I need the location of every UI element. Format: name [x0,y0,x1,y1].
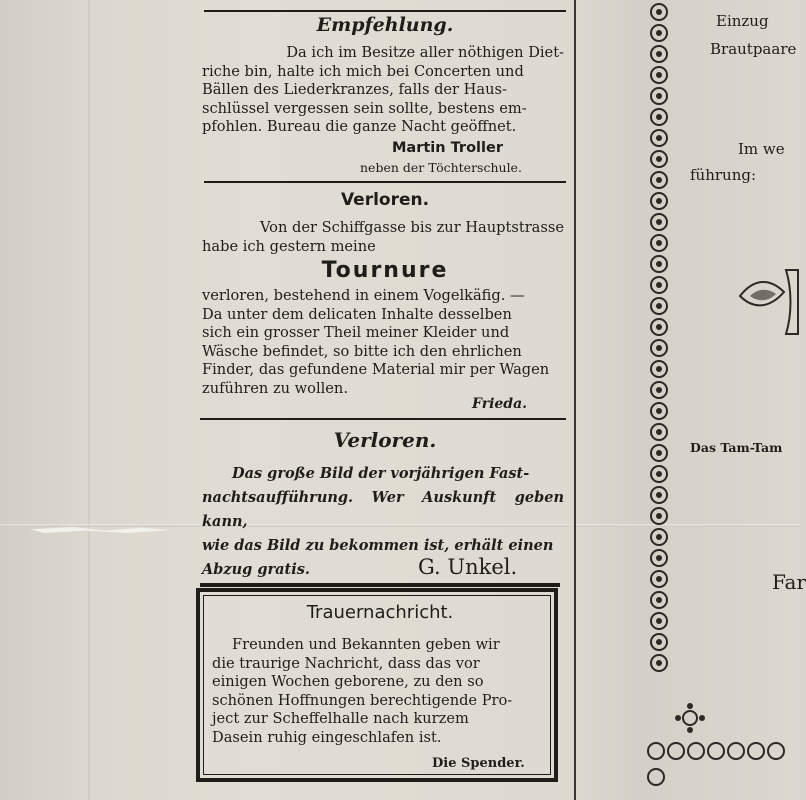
right-line-6: Far [772,570,806,594]
ornament-border [646,0,672,745]
ornament-border-bottom [646,740,800,764]
empfehlung-line: schlüssel vergessen sein sollte, bestens em- [202,99,527,117]
rosette-ornament-icon [650,591,668,609]
rosette-ornament-icon [650,486,668,504]
rosette-ornament-icon [650,192,668,210]
paper-fold-vertical [88,0,90,800]
rosette-ornament-icon [650,381,668,399]
verloren-line: Finder, das gefundene Material mir per Wagen [202,361,550,379]
rule-divider [204,181,566,183]
right-line-1: Einzug [716,12,769,30]
verloren2-line: nachtsaufführung. Wer Auskunft geben kann, [202,489,564,530]
verloren-line: sich ein grosser Theil meiner Kleider und [202,324,510,342]
verloren-line: Wäsche befindet, so bitte ich den ehrlichen [202,342,522,360]
rosette-ornament-icon [650,318,668,336]
empfehlung-line: riche bin, halte ich mich bei Concerten und [202,62,524,80]
rule-top [204,10,566,12]
verloren2-line: Das große Bild der vorjährigen Fast- [232,465,530,482]
rosette-ornament-icon [650,234,668,252]
rosette-ornament-icon [650,150,668,168]
verloren-line: habe ich gestern meine [202,237,376,255]
ornament-fleuron-icon [736,262,800,342]
rosette-ornament-icon [707,742,725,760]
rosette-ornament-icon [647,768,665,786]
verloren2-title: Verloren. [333,428,437,452]
verloren-line: verloren, bestehend in einem Vogelkäfig. — [202,287,525,304]
verloren-body-main [202,287,564,399]
empfehlung-line: Da ich im Besitze aller nöthigen Diet- [286,44,564,61]
rosette-ornament-icon [650,339,668,357]
rosette-ornament-icon [650,444,668,462]
rosette-ornament-icon [650,612,668,630]
rosette-ornament-icon [650,129,668,147]
trauer-body [212,636,540,748]
rosette-ornament-icon [650,3,668,21]
trauer-line: schönen Hoffnungen berechtigende Pro- [212,691,513,709]
rosette-ornament-icon [650,465,668,483]
rosette-ornament-icon [650,87,668,105]
rosette-ornament-icon [650,528,668,546]
empfehlung-signature: Martin Troller [392,140,503,156]
ornament-corner-icon [672,700,708,736]
trauer-line: ject zur Scheffelhalle nach kurzem [212,710,469,728]
verloren-highlight: Tournure [321,258,449,283]
right-line-3: Im we [738,140,785,158]
right-line-2: Brautpaare [710,40,797,58]
rosette-ornament-icon [650,507,668,525]
verloren2-line: Abzug gratis. [202,561,310,578]
rosette-ornament-icon [767,742,785,760]
rosette-ornament-icon [650,45,668,63]
trauer-line: Freunden und Bekannten geben wir [232,636,500,653]
rosette-ornament-icon [650,24,668,42]
rosette-ornament-icon [650,360,668,378]
rosette-ornament-icon [650,423,668,441]
rosette-ornament-icon [650,171,668,189]
empfehlung-title: Empfehlung. [316,14,454,36]
trauer-line: die traurige Nachricht, dass das vor [212,654,480,672]
empfehlung-line: Bällen des Liederkranzes, falls der Haus- [202,81,507,99]
verloren-line: Da unter dem delicaten Inhalte desselben [202,305,512,323]
rosette-ornament-icon [727,742,745,760]
empfehlung-body [202,44,564,137]
verloren-title: Verloren. [340,190,430,210]
column-divider [574,0,576,800]
right-line-4: führung: [690,166,757,184]
verloren-line: Von der Schiffgasse bis zur Hauptstrasse [259,219,564,236]
rosette-ornament-icon [650,66,668,84]
verloren-line: zuführen zu wollen. [202,379,348,397]
rule-divider [200,418,566,420]
verloren2-line: wie das Bild zu bekommen ist, erhält einen [202,537,554,554]
verloren-body-intro [202,219,564,256]
rosette-ornament-icon [747,742,765,760]
rosette-ornament-icon [650,570,668,588]
rosette-ornament-icon [650,297,668,315]
rosette-ornament-icon [647,742,665,760]
trauer-title: Trauernachricht. [306,602,454,623]
right-line-5: Das Tam-Tam [690,440,783,455]
verloren-signature: Frieda. [472,396,528,412]
rosette-ornament-icon [650,276,668,294]
rosette-ornament-icon [650,108,668,126]
rosette-ornament-icon [650,654,668,672]
empfehlung-line: pfohlen. Bureau die ganze Nacht geöffnet. [202,118,517,136]
trauer-line: einigen Wochen geborene, zu den so [212,673,484,691]
rosette-ornament-icon [650,402,668,420]
empfehlung-signature-sub: neben der Töchterschule. [360,160,522,175]
trauer-line: Dasein ruhig eingeschlafen ist. [212,728,442,746]
rosette-ornament-icon [650,633,668,651]
rule-divider-thick [200,583,560,587]
rosette-ornament-icon [667,742,685,760]
rosette-ornament-icon [650,549,668,567]
rosette-ornament-icon [687,742,705,760]
rosette-ornament-icon [650,213,668,231]
rosette-ornament-icon [650,255,668,273]
verloren2-signature: G. Unkel. [418,555,518,579]
trauer-signature: Die Spender. [432,756,525,771]
